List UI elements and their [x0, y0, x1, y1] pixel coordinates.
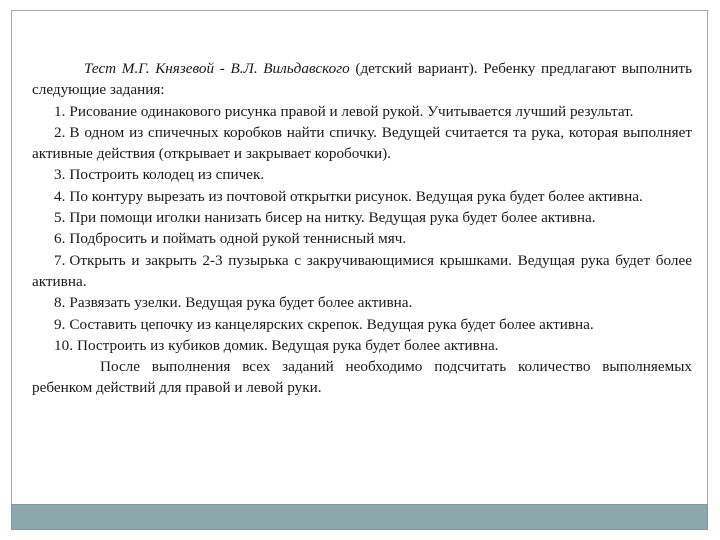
list-item	[32, 228, 692, 249]
item-number: 8.	[54, 294, 66, 312]
list-item	[32, 186, 692, 207]
list-item	[32, 314, 692, 335]
list-item	[32, 101, 692, 122]
list-item	[32, 164, 692, 185]
item-text: Подбросить и поймать одной рукой теннисный мяч.	[69, 230, 407, 248]
item-number: 2.	[54, 123, 66, 141]
item-number: 6.	[54, 230, 66, 248]
list-item	[32, 122, 692, 165]
item-number: 7.	[54, 251, 66, 269]
item-number: 4.	[54, 187, 66, 205]
item-number: 3.	[54, 166, 66, 184]
item-text: Развязать узелки. Ведущая рука будет более активна.	[69, 294, 413, 312]
item-text: Составить цепочку из канцелярских скрепок. Ведущая рука будет более активна.	[69, 315, 594, 333]
item-text: В одном из спичечных коробков найти спичку. Ведущей считается та рука, которая выполняет активные действия (открывает и закрывает коробочки).	[32, 123, 692, 163]
document-body	[32, 58, 692, 399]
item-number: 10.	[54, 336, 73, 354]
list-item	[32, 292, 692, 313]
item-text: Рисование одинакового рисунка правой и левой рукой. Учитывается лучший результат.	[69, 102, 634, 120]
item-text: Построить из кубиков домик. Ведущая рука будет более активна.	[76, 336, 499, 354]
item-number: 5.	[54, 209, 66, 227]
item-text: По контуру вырезать из почтовой открытки рисунок. Ведущая рука будет более активна.	[69, 187, 643, 205]
outro-paragraph: После выполнения всех заданий необходимо подсчитать количество выполняемых ребенком действий для правой и левой руки.	[32, 358, 692, 397]
item-number: 9.	[54, 315, 66, 333]
item-text: Построить колодец из спичек.	[69, 166, 265, 184]
item-number: 1.	[54, 102, 66, 120]
test-title: Тест М.Г. Князевой - В.Л. Вильдавского	[84, 60, 350, 77]
item-text: При помощи иголки нанизать бисер на нитку. Ведущая рука будет более активна.	[69, 209, 596, 227]
list-item	[32, 335, 692, 356]
intro-text: (детский вариант). Ребенку предлагают выполнить следующие задания:	[32, 60, 692, 99]
footer-bar	[11, 504, 708, 530]
intro-paragraph	[32, 58, 692, 101]
list-item	[32, 207, 692, 228]
list-item	[32, 250, 692, 293]
item-text: Открыть и закрыть 2-3 пузырька с закручивающимися крышками. Ведущая рука будет более активна.	[32, 251, 692, 290]
